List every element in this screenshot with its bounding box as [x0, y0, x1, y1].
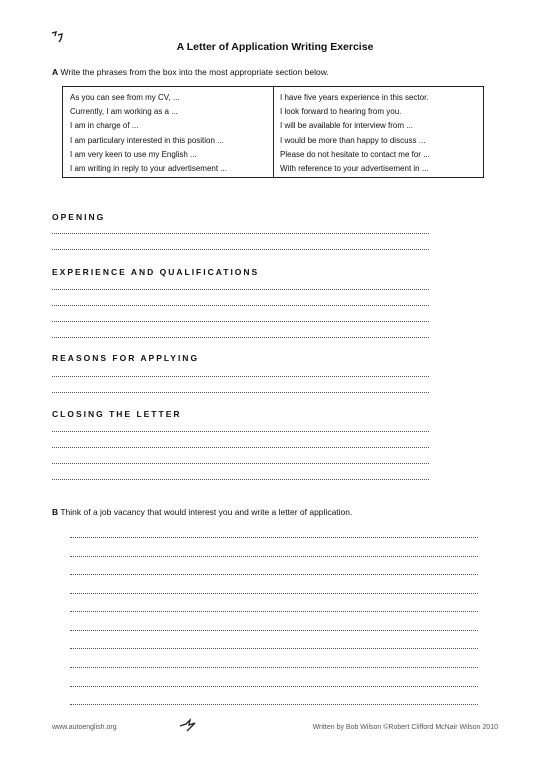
page-title: A Letter of Application Writing Exercise	[176, 41, 374, 53]
instruction-a-letter: A	[52, 67, 59, 77]
answer-line[interactable]	[52, 376, 429, 377]
instruction-b-letter: B	[52, 507, 59, 517]
answer-line[interactable]	[52, 479, 429, 480]
answer-line[interactable]	[52, 463, 429, 464]
answer-line[interactable]	[52, 337, 429, 338]
section-heading-experience: EXPERIENCE AND QUALIFICATIONS	[52, 267, 260, 277]
phrase-column-left	[63, 87, 273, 177]
instruction-a-text: Write the phrases from the box into the most appropriate section below.	[60, 67, 329, 77]
phrase-item: I am very keen to use my English ...	[70, 149, 197, 159]
footer-website: www.autoenglish.org	[52, 724, 117, 731]
phrase-column-right	[273, 87, 483, 177]
section-heading-reasons: REASONS FOR APPLYING	[52, 353, 200, 363]
phrase-item: I look forward to hearing from you.	[280, 107, 402, 117]
phrase-item: I am particulary interested in this position ...	[70, 135, 224, 145]
letter-line[interactable]	[70, 648, 478, 649]
answer-line[interactable]	[52, 447, 429, 448]
letter-line[interactable]	[70, 574, 478, 575]
answer-line[interactable]	[52, 321, 429, 322]
section-heading-opening: OPENING	[52, 212, 106, 222]
letter-line[interactable]	[70, 611, 478, 612]
instruction-a	[52, 67, 329, 77]
letter-line[interactable]	[70, 704, 478, 705]
bird-logo-icon	[178, 718, 198, 732]
answer-line[interactable]	[52, 431, 429, 432]
letter-line[interactable]	[70, 667, 478, 668]
section-heading-closing: CLOSING THE LETTER	[52, 409, 182, 419]
phrase-item: I would be more than happy to discuss ...	[280, 135, 426, 145]
footer-credit: Written by Bob Wilson ©Robert Clifford McNair Wilson 2010	[312, 724, 498, 731]
letter-line[interactable]	[70, 593, 478, 594]
phrase-item: I have five years experience in this sector.	[280, 93, 429, 102]
phrase-item: I will be available for interview from ...	[280, 121, 413, 131]
phrase-box	[62, 86, 484, 178]
instruction-b	[52, 507, 352, 517]
phrase-item: I am writing in reply to your advertisement ...	[70, 163, 227, 173]
answer-line[interactable]	[52, 392, 429, 393]
instruction-b-text: Think of a job vacancy that would interest you and write a letter of application.	[60, 507, 353, 517]
phrase-item: As you can see from my CV, ...	[70, 93, 180, 102]
letter-line[interactable]	[70, 630, 478, 631]
answer-line[interactable]	[52, 249, 429, 250]
letter-line[interactable]	[70, 537, 478, 538]
answer-line[interactable]	[52, 233, 429, 234]
phrase-item: Currently, I am working as a ...	[70, 107, 178, 117]
phrase-item: I am in charge of ...	[70, 121, 139, 131]
answer-line[interactable]	[52, 289, 429, 290]
phrase-item: With reference to your advertisement in ...	[280, 163, 429, 173]
answer-line[interactable]	[52, 305, 429, 306]
phrase-item: Please do not hesitate to contact me for ...	[280, 149, 430, 159]
letter-line[interactable]	[70, 686, 478, 687]
letter-line[interactable]	[70, 556, 478, 557]
